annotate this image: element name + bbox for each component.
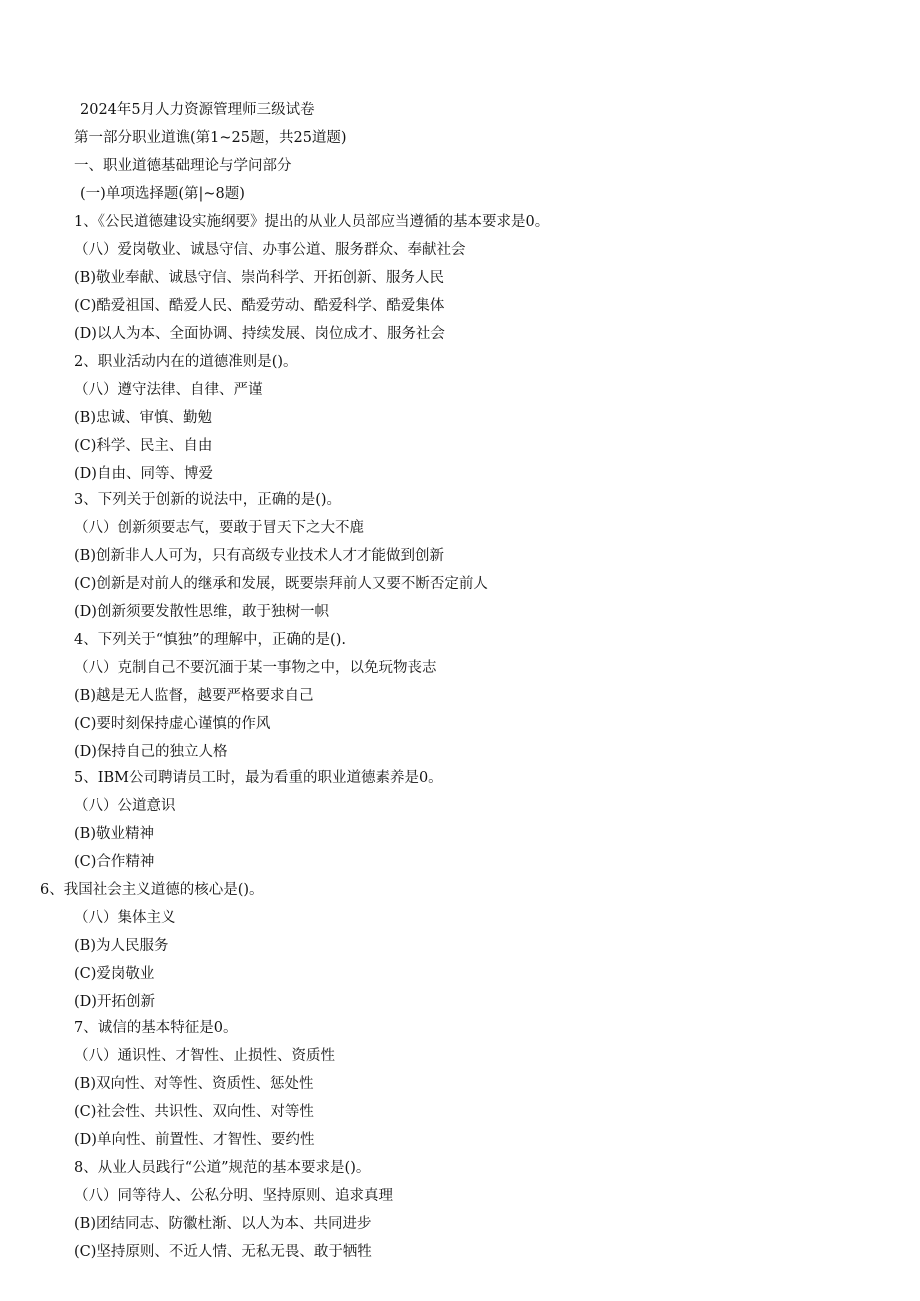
question-option: （八）创新须要志气，要敢于冒天下之大不鹿 xyxy=(74,520,364,536)
question-option: (C)创新是对前人的继承和发展，既要崇拜前人又要不断否定前人 xyxy=(74,576,488,592)
question-stem: 4、下列关于“慎独”的理解中，正确的是(). xyxy=(74,632,346,648)
question-option: (D)自由、同等、博爱 xyxy=(74,466,213,482)
question-option: (B)越是无人监督，越要严格要求自己 xyxy=(74,688,314,704)
question-stem: 5、IBM公司聘请员工时，最为看重的职业道德素养是0。 xyxy=(74,770,443,786)
question-stem: 1、《公民道德建设实施纲要》提出的从业人员部应当遵循的基本要求是0。 xyxy=(74,214,550,230)
question-stem: 3、下列关于创新的说法中，正确的是()。 xyxy=(74,492,342,508)
part-heading: 第一部分职业道谯(第1~25题，共25道题) xyxy=(74,130,347,146)
question-option: （八）爱岗敬业、诚恳守信、办事公道、服务群众、奉献社会 xyxy=(74,242,466,258)
section-heading: 一、职业道德基础理论与学问部分 xyxy=(74,158,292,174)
question-option: (C)科学、民主、自由 xyxy=(74,438,213,454)
question-option: （八）遵守法律、自律、严谨 xyxy=(74,382,263,398)
question-stem: 7、诚信的基本特征是0。 xyxy=(74,1020,238,1036)
question-option: (C)合作精神 xyxy=(74,854,155,870)
question-option: （八）同等待人、公私分明、坚持原则、追求真理 xyxy=(74,1188,393,1204)
question-option: (B)敬业奉献、诚恳守信、崇尚科学、开拓创新、服务人民 xyxy=(74,270,444,286)
question-option: (B)双向性、对等性、资质性、惩处性 xyxy=(74,1076,314,1092)
question-option: (B)敬业精神 xyxy=(74,826,154,842)
question-stem: 6、我国社会主义道德的核心是()。 xyxy=(40,882,264,898)
question-option: (C)社会性、共识性、双向性、对等性 xyxy=(74,1104,314,1120)
question-option: (B)忠诚、审慎、勤勉 xyxy=(74,410,212,426)
question-option: (C)酷爱祖国、酷爱人民、酷爱劳动、酷爱科学、酷爱集体 xyxy=(74,298,445,314)
subsection-heading: (一)单项选择题(第|~8题) xyxy=(80,186,245,202)
question-option: (B)创新非人人可为，只有高级专业技术人才才能做到创新 xyxy=(74,548,444,564)
question-option: （八）克制自己不要沉湎于某一事物之中，以免玩物丧志 xyxy=(74,660,437,676)
question-option: (D)开拓创新 xyxy=(74,994,155,1010)
question-option: （八）通识性、才智性、止损性、资质性 xyxy=(74,1048,335,1064)
document-title: 2024年5月人力资源管理师三级试卷 xyxy=(80,102,315,118)
question-option: （八）集体主义 xyxy=(74,910,176,926)
question-option: （八）公道意识 xyxy=(74,798,176,814)
question-option: (D)以人为本、全面协调、持续发展、岗位成才、服务社会 xyxy=(74,326,445,342)
question-option: (C)坚持原则、不近人情、无私无畏、敢于牺牲 xyxy=(74,1244,372,1260)
question-stem: 8、从业人员践行“公道”规范的基本要求是()。 xyxy=(74,1160,371,1176)
question-option: (D)创新须要发散性思维，敢于独树一帜 xyxy=(74,604,329,620)
question-option: (D)单向性、前置性、才智性、要约性 xyxy=(74,1132,315,1148)
question-option: (B)为人民服务 xyxy=(74,938,169,954)
question-stem: 2、职业活动内在的道德准则是()。 xyxy=(74,354,298,370)
question-option: (D)保持自己的独立人格 xyxy=(74,744,228,760)
question-option: (C)爱岗敬业 xyxy=(74,966,155,982)
question-option: (C)要时刻保持虚心谨慎的作风 xyxy=(74,716,271,732)
question-option: (B)团结同志、防徽杜渐、以人为本、共同进步 xyxy=(74,1216,372,1232)
